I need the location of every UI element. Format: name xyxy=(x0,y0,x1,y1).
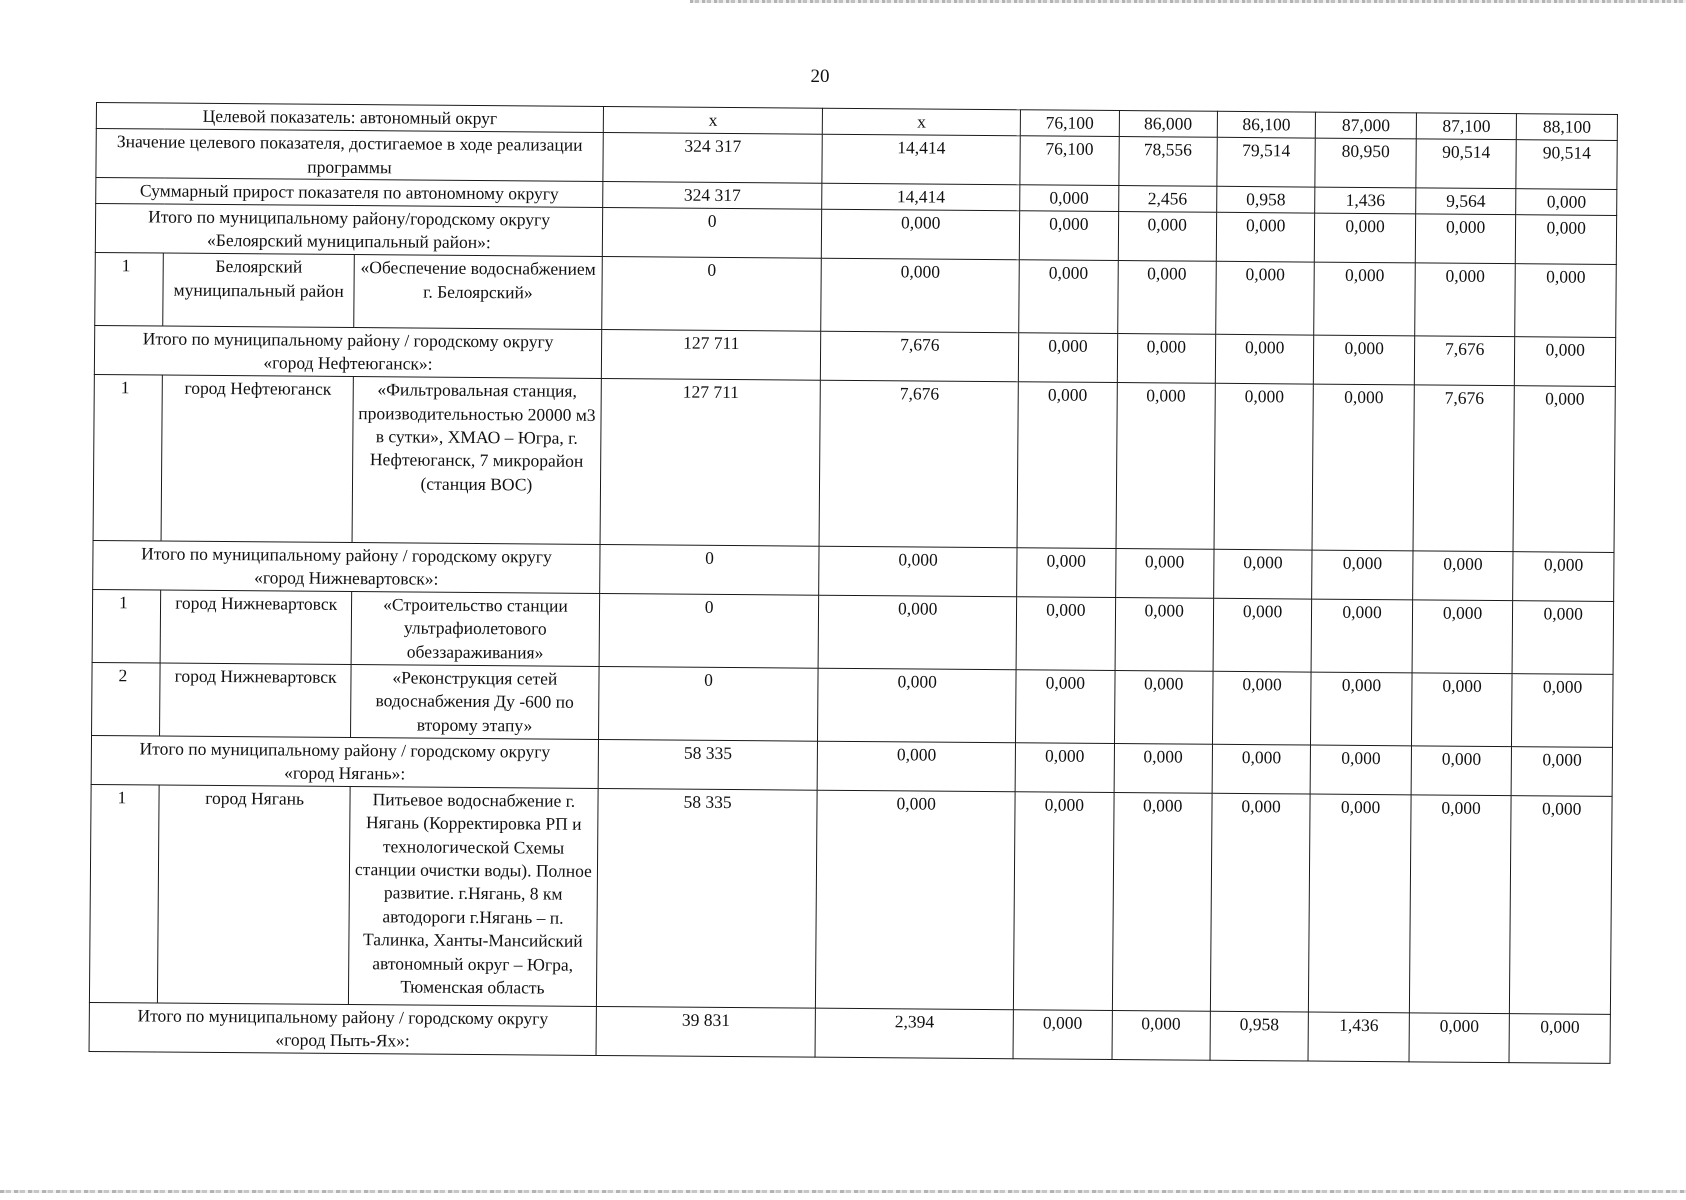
value-cell: 86,000 xyxy=(1119,111,1218,138)
value-cell: 0,000 xyxy=(1512,600,1613,674)
object-name: Питьевое водоснабжение г. Нягань (Корректировка РП и технологической Схемы станции очистки воды). Полное развитие. г.Нягань, 8 км автодороги г.Нягань – п. Талинка, Ханты-Мансийский автономный округ – Югра, Тюменская область xyxy=(348,786,598,1006)
value-cell: 0,000 xyxy=(821,259,1019,333)
value-cell: 0,000 xyxy=(1117,261,1216,334)
value-cell: 0,000 xyxy=(1020,185,1119,211)
row-label: Целевой показатель: автономный округ xyxy=(96,103,603,133)
value-cell: 58 335 xyxy=(598,739,818,790)
value-cell: 0,000 xyxy=(1212,744,1311,794)
value-cell: 0,000 xyxy=(1415,263,1516,336)
object-name: «Обеспечение водоснабжением г. Белоярский» xyxy=(354,255,603,330)
value-cell: 0,000 xyxy=(1017,382,1117,548)
value-cell: 0,000 xyxy=(1014,792,1114,1011)
table-row xyxy=(93,375,1615,552)
value-cell: 0,000 xyxy=(1411,673,1512,747)
value-cell: 0,000 xyxy=(1210,793,1310,1012)
item-number: 1 xyxy=(93,375,163,541)
table-row xyxy=(92,589,1614,674)
value-cell: 0,000 xyxy=(1013,1009,1112,1059)
value-cell: 0,000 xyxy=(1312,550,1413,600)
value-cell: 0,000 xyxy=(1312,384,1414,550)
value-cell: 0,000 xyxy=(817,741,1015,792)
value-cell: 0,000 xyxy=(1513,551,1614,601)
value-cell: 87,000 xyxy=(1316,112,1417,139)
value-cell: 0,000 xyxy=(1412,600,1513,674)
value-cell: 0,000 xyxy=(1019,211,1118,261)
value-cell: 0,000 xyxy=(1114,670,1213,744)
row-label: Итого по муниципальному району / городскому округу «город Нягань»: xyxy=(91,735,598,788)
value-cell: 0,000 xyxy=(1018,333,1117,383)
scan-edge-top xyxy=(690,0,1686,3)
value-cell: 0,000 xyxy=(1309,794,1411,1013)
value-cell: 0,000 xyxy=(818,595,1016,669)
value-cell: х xyxy=(823,108,1021,136)
scan-edge-bottom xyxy=(0,1190,1686,1193)
value-cell: 0,958 xyxy=(1217,187,1316,213)
value-cell: 0,000 xyxy=(1512,673,1613,747)
object-name: «Фильтровальная станция, производительностью 20000 м3 в сутки», ХМАО – Югра, г. Нефтеюганск, 7 микрорайон (станция ВОС) xyxy=(352,377,601,544)
row-label: Суммарный прирост показателя по автономному округу xyxy=(96,178,603,208)
value-cell: 0,000 xyxy=(1114,743,1213,793)
value-cell: 0,000 xyxy=(1216,262,1315,335)
summary-row xyxy=(89,1002,1610,1063)
object-name: «Строительство станции ультрафиолетового обеззараживания» xyxy=(351,591,600,666)
value-cell: 0,000 xyxy=(1510,795,1612,1014)
municipality-name: город Нижневартовск xyxy=(160,663,351,737)
value-cell: 0,000 xyxy=(1511,746,1612,796)
value-cell: 2,456 xyxy=(1118,186,1217,212)
object-name: «Реконструкция сетей водоснабжения Ду -600 по второму этапу» xyxy=(350,664,599,739)
value-cell: 0,000 xyxy=(1411,745,1512,795)
value-cell: 79,514 xyxy=(1217,138,1316,188)
value-cell: 0,000 xyxy=(1118,212,1217,262)
row-label: Итого по муниципальному району / городскому округу «город Пыть-Ях»: xyxy=(89,1002,596,1055)
value-cell: 78,556 xyxy=(1118,137,1217,187)
municipality-name: Белоярский муниципальный район xyxy=(163,253,354,327)
value-cell: 0,958 xyxy=(1210,1011,1309,1061)
value-cell: 0,000 xyxy=(1216,212,1315,262)
value-cell: 7,676 xyxy=(819,380,1018,547)
value-cell: 88,100 xyxy=(1517,114,1618,141)
value-cell: 0,000 xyxy=(1311,672,1412,746)
row-label: Значение целевого показателя, достигаемое в ходе реализации программы xyxy=(96,129,603,182)
value-cell: 0,000 xyxy=(1213,598,1312,672)
value-cell: 0,000 xyxy=(1017,547,1116,597)
value-cell: 9,564 xyxy=(1416,188,1517,214)
value-cell: 0 xyxy=(602,257,822,331)
value-cell: 80,950 xyxy=(1315,138,1416,188)
value-cell: 0,000 xyxy=(1516,215,1617,265)
value-cell: 0,000 xyxy=(1315,213,1416,263)
value-cell: 0 xyxy=(599,666,819,741)
value-cell: 76,100 xyxy=(1020,136,1119,186)
row-label: Итого по муниципальному району / городскому округу «город Нижневартовск»: xyxy=(93,540,600,593)
value-cell: 0 xyxy=(600,544,820,595)
value-cell: 0,000 xyxy=(1117,333,1216,383)
item-number: 1 xyxy=(95,253,164,326)
value-cell: 0,000 xyxy=(1314,335,1415,385)
value-cell: 0 xyxy=(602,208,822,259)
municipality-name: город Нягань xyxy=(158,785,350,1004)
value-cell: 0,000 xyxy=(1515,264,1616,337)
value-cell: 0,000 xyxy=(822,209,1020,260)
value-cell: 7,676 xyxy=(821,331,1019,382)
value-cell: 0,000 xyxy=(1214,383,1314,549)
value-cell: 58 335 xyxy=(596,788,817,1008)
value-cell: 0,000 xyxy=(1214,549,1313,599)
value-cell: 0,000 xyxy=(1112,792,1212,1011)
municipality-name: город Нефтеюганск xyxy=(162,375,354,542)
page-number: 20 xyxy=(810,66,830,87)
value-cell: 0,000 xyxy=(1515,337,1616,387)
value-cell: 0,000 xyxy=(1311,599,1412,673)
value-cell: 0,000 xyxy=(1509,1013,1610,1063)
value-cell: 0,000 xyxy=(1310,745,1411,795)
value-cell: 0,000 xyxy=(1015,742,1114,792)
value-cell: 0,000 xyxy=(816,790,1016,1009)
row-label: Итого по муниципальному району / городскому округу «город Нефтеюганск»: xyxy=(94,325,601,378)
table-row xyxy=(95,253,1617,338)
value-cell: 87,100 xyxy=(1416,113,1517,140)
value-cell: 324 317 xyxy=(603,182,822,209)
value-cell: 0,000 xyxy=(1516,189,1617,215)
value-cell: 0,000 xyxy=(1212,671,1311,745)
value-cell: 7,676 xyxy=(1413,385,1515,551)
value-cell: 90,514 xyxy=(1516,140,1617,190)
value-cell: 7,676 xyxy=(1414,336,1515,386)
value-cell: 0,000 xyxy=(819,546,1017,597)
value-cell: 0,000 xyxy=(1415,214,1516,264)
municipality-name: город Нижневартовск xyxy=(161,590,352,664)
value-cell: 0 xyxy=(599,593,819,668)
table-row xyxy=(89,784,1612,1014)
value-cell: 127 711 xyxy=(600,379,821,546)
value-cell: 0,000 xyxy=(1115,597,1214,671)
value-cell: 324 317 xyxy=(603,133,823,184)
value-cell: 0,000 xyxy=(818,668,1016,742)
value-cell: 0,000 xyxy=(1016,669,1115,743)
value-cell: 2,394 xyxy=(815,1008,1013,1059)
value-cell: 86,100 xyxy=(1217,111,1316,138)
value-cell: 39 831 xyxy=(596,1006,816,1057)
value-cell: 14,414 xyxy=(822,184,1020,211)
item-number: 1 xyxy=(92,589,161,662)
item-number: 2 xyxy=(92,662,161,735)
value-cell: 0,000 xyxy=(1513,386,1615,552)
value-cell: 1,436 xyxy=(1308,1012,1409,1062)
value-cell: 0,000 xyxy=(1019,260,1118,333)
program-indicators-table xyxy=(89,102,1618,1064)
value-cell: 0,000 xyxy=(1115,548,1214,598)
value-cell: 0,000 xyxy=(1409,1012,1510,1062)
value-cell: 0,000 xyxy=(1409,795,1511,1014)
value-cell: х xyxy=(603,106,822,134)
table-row xyxy=(92,662,1614,747)
item-number: 1 xyxy=(89,784,159,1002)
value-cell: 127 711 xyxy=(601,329,821,380)
value-cell: 0,000 xyxy=(1016,597,1115,671)
value-cell: 0,000 xyxy=(1215,334,1314,384)
value-cell: 0,000 xyxy=(1112,1010,1211,1060)
value-cell: 0,000 xyxy=(1412,550,1513,600)
value-cell: 1,436 xyxy=(1315,188,1416,214)
value-cell: 14,414 xyxy=(822,134,1020,185)
row-label: Итого по муниципальному району/городскому округу «Белоярский муниципальный район»: xyxy=(95,204,602,257)
value-cell: 90,514 xyxy=(1416,139,1517,189)
value-cell: 0,000 xyxy=(1116,383,1216,549)
value-cell: 0,000 xyxy=(1314,262,1415,335)
value-cell: 76,100 xyxy=(1020,110,1119,137)
